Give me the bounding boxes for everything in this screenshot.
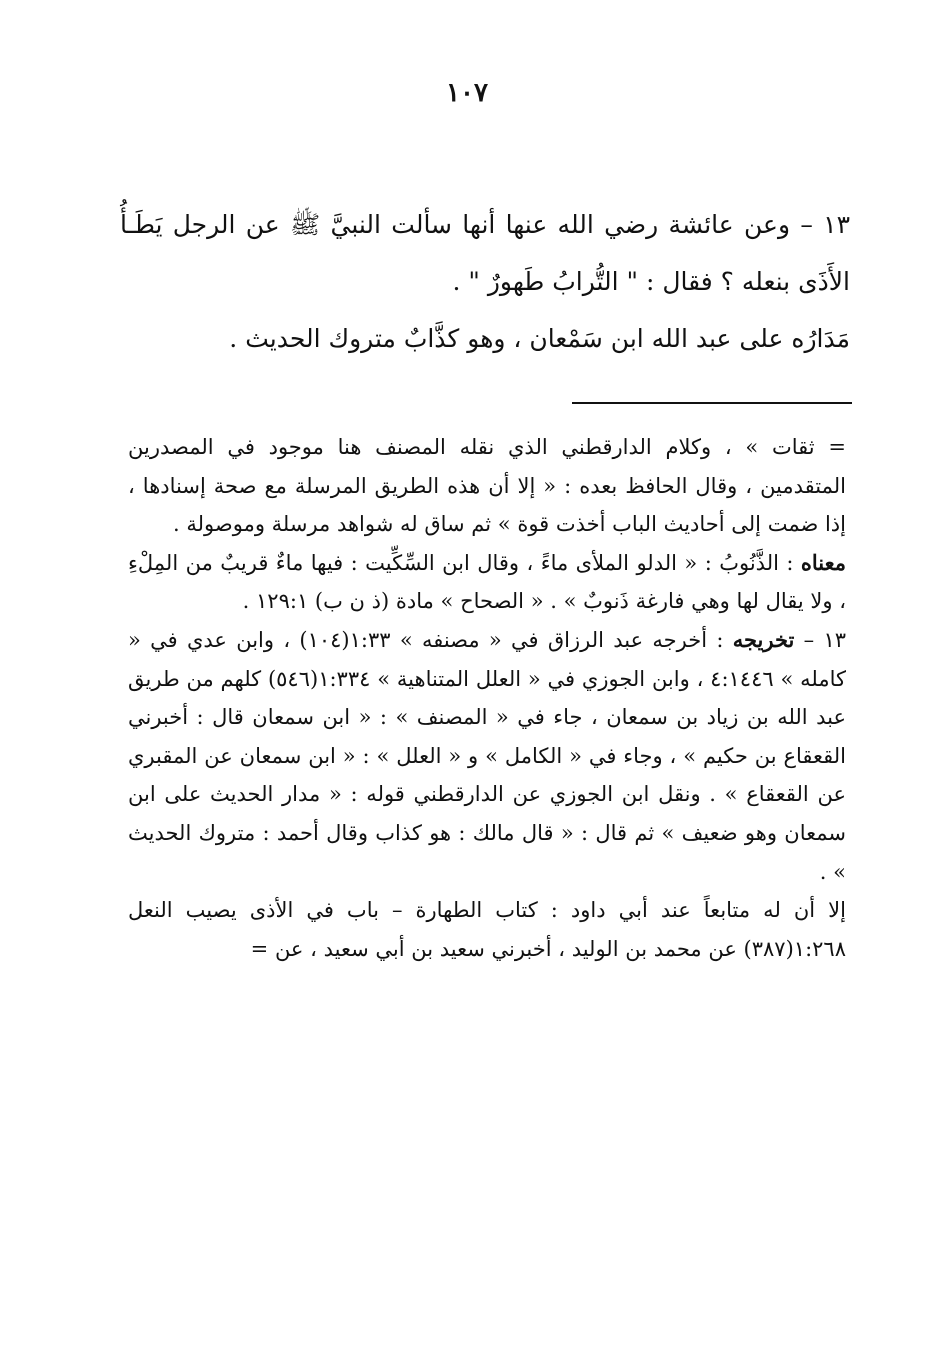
author-comment: مَدَارُه على عبد الله ابن سَمْعان ، وهو كذَّابٌ متروك الحديث . (229, 324, 850, 353)
hadith-line-1: ١٣ – وعن عائشة رضي الله عنها أنها سألت النبيَّ ﷺ عن الرجل يَطَـأُ (120, 210, 850, 239)
takhrij-label: تخريجه (732, 626, 795, 652)
footnote-meaning (128, 544, 846, 621)
page-number: ١٠٧ (446, 78, 488, 108)
footnote-divider (572, 402, 852, 404)
footnote-mutaba: إلا أن له متابعاً عند أبي داود : كتاب الطهارة – باب في الأذى يصيب النعل ١:٢٦٨(٣٨٧) عن محمد بن الوليد ، أخبرني سعيد بن أبي سعيد ، عن = (128, 898, 846, 961)
footnote-continuation: = ثقات » ، وكلام الدارقطني الذي نقله المصنف هنا موجود في المصدرين المتقدمين ، وقال الحافظ بعده : « إلا أن هذه الطريق المرسلة مع صحة إسنادها ، إذا ضمت إلى أحاديث الباب أخذت قوة » ثم ساق له شواهد مرسلة وموصولة . (128, 435, 846, 537)
meaning-label: معناه (800, 549, 846, 575)
takhrij-text: : أخرجه عبد الرزاق في « مصنفه » ١:٣٣(١٠٤) ، وابن عدي في « كامله » ٤:١٤٤٦ ، وابن الجوزي في « العلل المتناهية » ١:٣٣٤(٥٤٦) كلهم من طريق عبد الله بن زياد بن سمعان ، جاء في « المصنف » : « ابن سمعان قال : أخبرني القعقاع بن حكيم » ، وجاء في « الكامل » و « العلل » : « ابن سمعان عن المقبري عن القعقاع » . ونقل ابن الجوزي عن الدارقطني قوله : « مدار الحديث على ابن سمعان وهو ضعيف » ثم قال : « قال مالك : هو كذاب وقال أحمد : متروك الحديث » . (128, 627, 847, 884)
main-text (120, 196, 850, 367)
hadith-line-2: الأَذَى بنعله ؟ فقال : " التُّرابُ طَهورٌ " . (452, 267, 850, 296)
meaning-text: : الذَّنُوبُ : « الدلو الملأى ماءً ، وقال ابن السِّكِّيت : فيها ماءٌ قريبٌ من المِلْءِ ، ولا يقال لها وهي فارغة ذَنوبٌ » . « الصحاح » مادة (ذ ن ب) ١٢٩:١ . (128, 550, 846, 614)
hadith-text (120, 196, 850, 310)
takhrij-number: ١٣ – (794, 627, 846, 652)
footnotes (128, 428, 846, 968)
footnote-takhrij (128, 621, 846, 891)
